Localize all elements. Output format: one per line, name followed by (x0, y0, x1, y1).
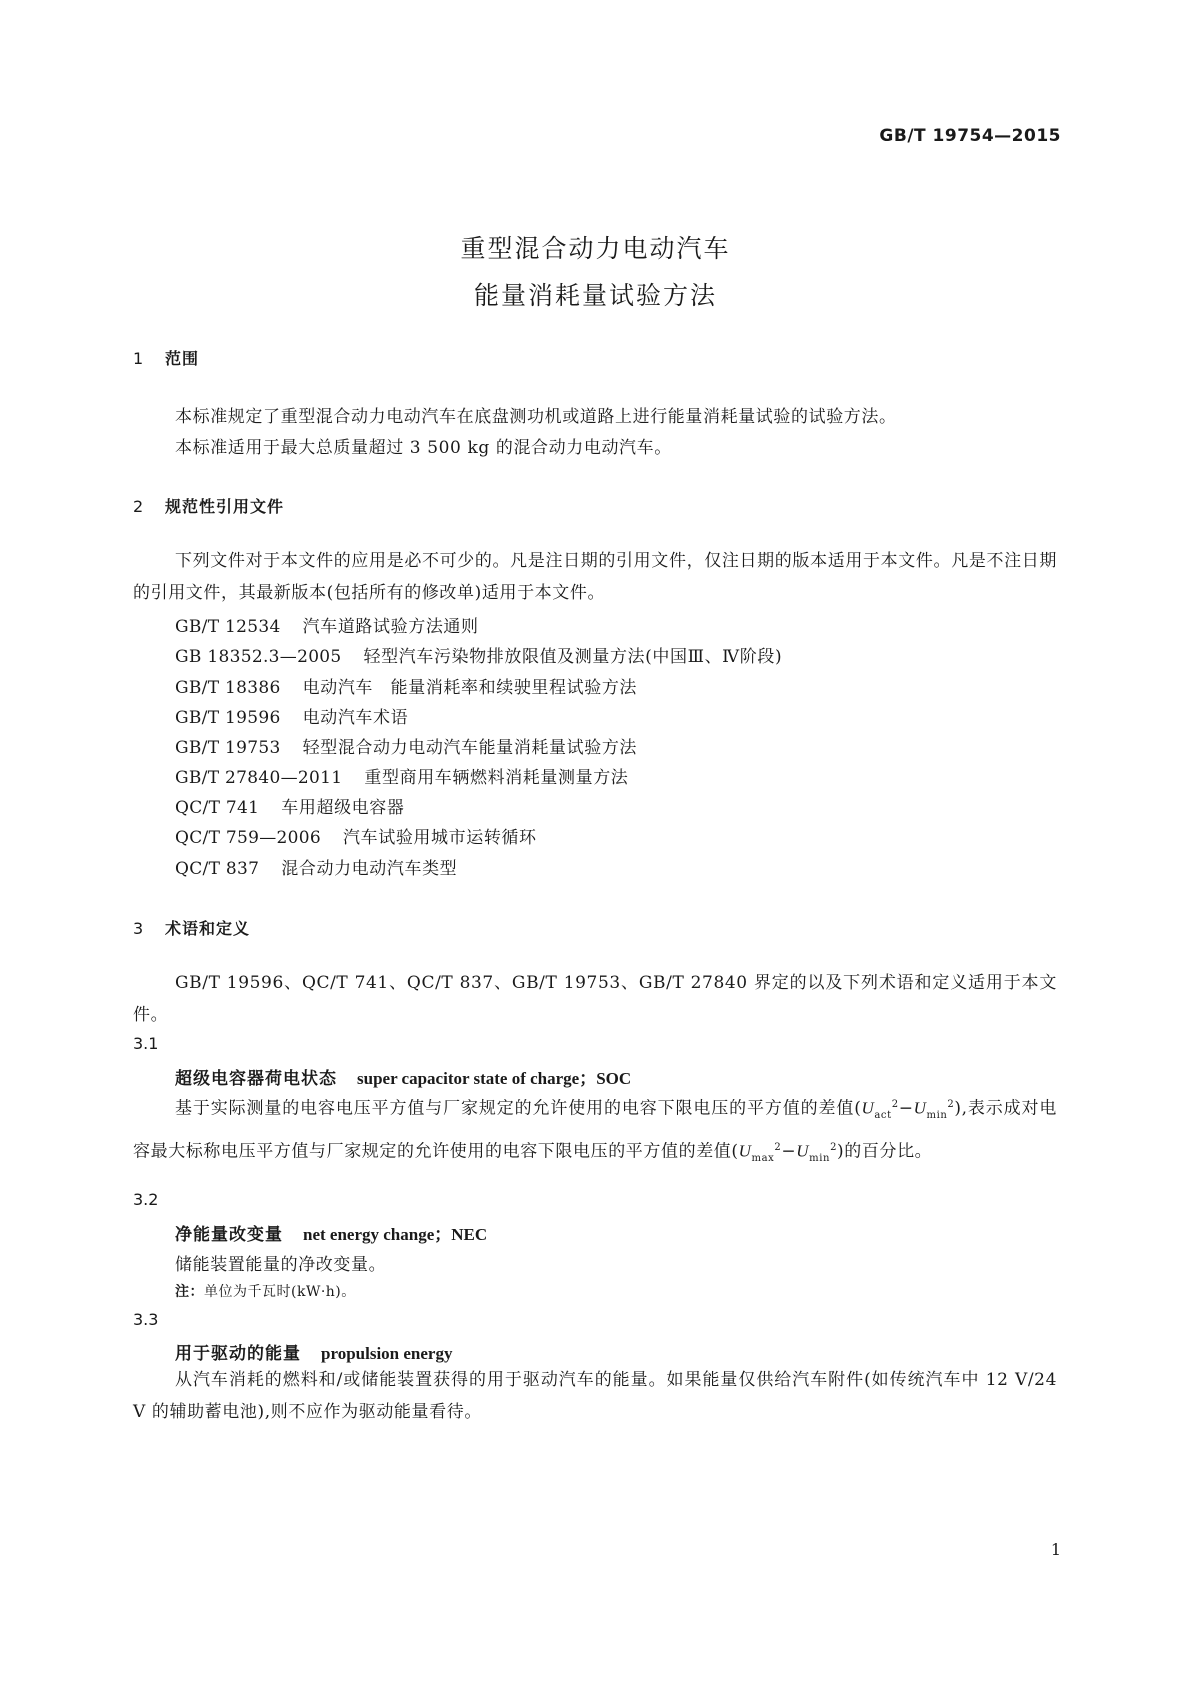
term-3-1 (175, 1064, 631, 1089)
section-3-title: 术语和定义 (165, 919, 251, 938)
term-3-3-chinese: 用于驱动的能量 (175, 1344, 301, 1364)
reference-item (175, 642, 782, 667)
reference-code: GB/T 19596 (175, 708, 281, 728)
reference-item (175, 612, 479, 637)
reference-code: QC/T 759—2006 (175, 828, 322, 848)
definition-part: )的百分比。 (837, 1141, 933, 1162)
section-3-intro: GB/T 19596、QC/T 741、QC/T 837、GB/T 19753、GB/T 27840 界定的以及下列术语和定义适用于本文件。 (133, 973, 1057, 1025)
symbol-u: U (861, 1098, 875, 1118)
section-3-heading (133, 916, 250, 939)
reference-item (175, 854, 457, 879)
symbol-u: U (796, 1141, 810, 1161)
section-2-title: 规范性引用文件 (165, 497, 285, 516)
reference-item (175, 823, 537, 848)
reference-name: 电动汽车术语 (302, 708, 409, 728)
term-3-2 (175, 1220, 487, 1245)
reference-name: 汽车道路试验方法通则 (302, 617, 479, 637)
reference-name: 车用超级电容器 (281, 798, 405, 818)
term-3-3-english: propulsion energy (321, 1344, 453, 1363)
section-1-number: 1 (133, 349, 145, 368)
reference-name: 汽车试验用城市运转循环 (343, 828, 537, 848)
term-3-2-definition: 储能装置能量的净改变量。 (175, 1255, 387, 1275)
reference-name: 轻型混合动力电动汽车能量消耗量试验方法 (302, 738, 638, 758)
reference-item (175, 673, 637, 698)
reference-name: 电动汽车 能量消耗率和续驶里程试验方法 (302, 678, 638, 698)
term-3-3 (175, 1339, 452, 1364)
section-2-number: 2 (133, 497, 145, 516)
term-3-1-definition (133, 1089, 1057, 1175)
superscript-2: 2 (947, 1099, 955, 1110)
document-title-line1: 重型混合动力电动汽车 (460, 234, 731, 263)
section-1-heading (133, 346, 199, 369)
term-3-2-english: net energy change；NEC (303, 1225, 488, 1244)
section-1-title: 范围 (165, 349, 200, 368)
minus-sign: − (898, 1098, 914, 1119)
minus-sign: − (781, 1141, 797, 1162)
section-2-intro: 下列文件对于本文件的应用是必不可少的。凡是注日期的引用文件，仅注日期的版本适用于本文件。凡是不注日期的引用文件，其最新版本(包括所有的修改单)适用于本文件。 (133, 551, 1057, 603)
subscript-min: min (926, 1110, 948, 1122)
note-label: 注： (175, 1284, 204, 1300)
document-title-line2: 能量消耗量试验方法 (473, 281, 717, 310)
section-1-paragraph-1: 本标准规定了重型混合动力电动汽车在底盘测功机或道路上进行能量消耗量试验的试验方法。 (175, 407, 897, 427)
term-3-1-chinese: 超级电容器荷电状态 (175, 1069, 337, 1089)
reference-code: GB 18352.3—2005 (175, 647, 342, 667)
section-1-paragraph-2: 本标准适用于最大总质量超过 3 500 kg 的混合动力电动汽车。 (175, 438, 672, 458)
reference-item (175, 733, 637, 758)
section-2-heading (133, 494, 284, 517)
subscript-act: act (874, 1110, 892, 1122)
term-3-3-definition: 从汽车消耗的燃料和/或储能装置获得的用于驱动汽车的能量。如果能量仅供给汽车附件(如传统汽车中 12 V/24 V 的辅助蓄电池),则不应作为驱动能量看待。 (133, 1370, 1057, 1422)
definition-part: 基于实际测量的电容电压平方值与厂家规定的允许使用的电容下限电压的平方值的差值( (175, 1098, 862, 1119)
standard-number: GB/T 19754—2015 (879, 126, 1061, 146)
superscript-2: 2 (830, 1142, 838, 1154)
superscript-2: 2 (891, 1099, 899, 1110)
reference-name: 轻型汽车污染物排放限值及测量方法(中国Ⅲ、Ⅳ阶段) (363, 647, 783, 667)
definition-part: ),表示成对电容最大标称电压平方值与厂家规定的允许使用的电容下限电压的平方值的差值( (133, 1098, 1057, 1162)
reference-item (175, 703, 408, 728)
reference-code: QC/T 741 (175, 798, 260, 818)
reference-name: 重型商用车辆燃料消耗量测量方法 (364, 768, 629, 788)
reference-code: GB/T 18386 (175, 678, 281, 698)
reference-code: QC/T 837 (175, 859, 260, 879)
term-3-1-english: super capacitor state of charge；SOC (357, 1069, 632, 1088)
reference-code: GB/T 19753 (175, 738, 281, 758)
section-3-number: 3 (133, 919, 145, 938)
note-text: 单位为千瓦时(kW·h)。 (204, 1284, 356, 1300)
term-3-3-number: 3.3 (133, 1310, 159, 1329)
page-number: 1 (1050, 1540, 1061, 1559)
reference-code: GB/T 27840—2011 (175, 768, 343, 788)
reference-name: 混合动力电动汽车类型 (281, 859, 458, 879)
term-3-2-note (175, 1281, 356, 1301)
superscript-2: 2 (774, 1142, 782, 1154)
symbol-u: U (913, 1098, 927, 1118)
term-3-2-chinese: 净能量改变量 (175, 1225, 283, 1245)
term-3-1-number: 3.1 (133, 1034, 159, 1053)
term-3-2-number: 3.2 (133, 1190, 159, 1209)
subscript-max: max (751, 1153, 775, 1165)
reference-item (175, 763, 628, 788)
symbol-u: U (738, 1141, 752, 1161)
reference-item (175, 793, 404, 818)
reference-code: GB/T 12534 (175, 617, 281, 637)
subscript-min: min (809, 1153, 831, 1165)
